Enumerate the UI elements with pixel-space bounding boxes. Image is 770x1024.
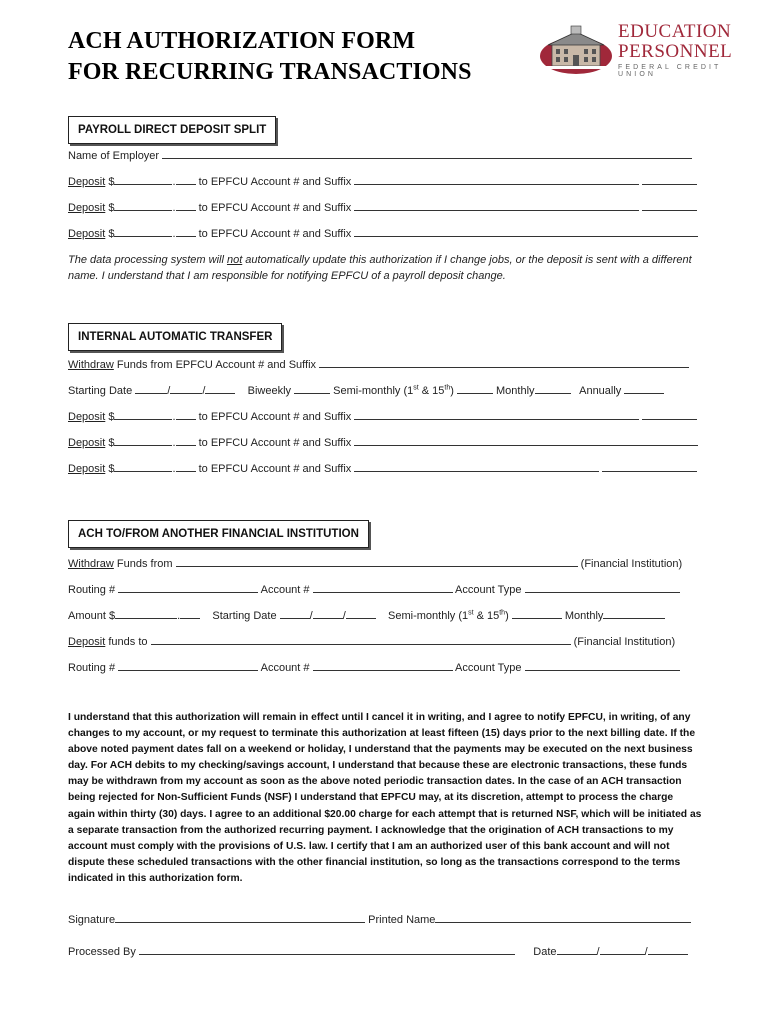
withdraw-label: Withdraw <box>68 558 114 570</box>
account-type-field[interactable] <box>525 660 680 671</box>
title-line-1: ACH AUTHORIZATION FORM <box>68 28 416 54</box>
payroll-note-part-2: automatically update this authorization if I change jobs, or the deposit is sent with a different name. I understand that I am responsible for notifying EPFCU of a payroll deposit change. <box>68 254 692 282</box>
frequency-row <box>68 383 664 397</box>
funds-from-label: Funds from <box>116 558 173 570</box>
routing-field[interactable] <box>118 660 258 671</box>
credit-union-logo <box>538 22 748 78</box>
semimonthly-label: Semi-monthly (1st & 15th) <box>333 384 454 397</box>
payroll-note <box>68 252 698 284</box>
date-slash: / <box>202 385 206 397</box>
external-routing-row-2 <box>68 660 680 674</box>
account-label: Account # <box>260 584 310 596</box>
account-field[interactable] <box>354 409 639 420</box>
decimal-point: . <box>172 202 176 214</box>
deposit-label: Deposit <box>68 228 106 240</box>
dollar-sign: $ <box>108 228 115 240</box>
start-month-field[interactable] <box>135 383 167 394</box>
date-slash: / <box>342 610 346 622</box>
form-title <box>68 26 472 88</box>
monthly-label: Monthly <box>564 610 604 622</box>
deposit-label: Deposit <box>68 636 106 648</box>
logo-line-2: PERSONNEL <box>618 41 733 62</box>
payroll-deposit-row-3 <box>68 226 698 240</box>
date-slash: / <box>596 946 600 958</box>
to-account-label: to EPFCU Account # and Suffix <box>198 411 352 423</box>
external-withdraw-row <box>68 556 682 570</box>
date-slash: / <box>644 946 648 958</box>
logo-wordmark <box>618 22 748 78</box>
building-logo-icon <box>538 22 614 78</box>
account-label: Account # <box>260 662 310 674</box>
logo-line-1: EDUCATION <box>618 21 732 42</box>
account-type-label: Account Type <box>455 584 522 596</box>
account-number-field[interactable] <box>313 660 453 671</box>
account-field[interactable] <box>354 200 639 211</box>
date-label: Date <box>533 946 557 958</box>
routing-label: Routing # <box>68 584 116 596</box>
amount-dollars-field[interactable] <box>114 200 172 211</box>
employer-field[interactable] <box>162 148 692 159</box>
decimal-point: . <box>172 228 176 240</box>
external-amount-row <box>68 608 665 622</box>
account-field[interactable] <box>354 226 698 237</box>
account-type-field[interactable] <box>525 582 680 593</box>
routing-label: Routing # <box>68 662 116 674</box>
amount-dollars-field[interactable] <box>114 435 172 446</box>
to-account-label: to EPFCU Account # and Suffix <box>198 176 352 188</box>
payroll-note-part-1: The data processing system will <box>68 254 227 266</box>
signature-label: Signature <box>68 914 116 926</box>
employer-row <box>68 148 692 162</box>
internal-deposit-row-1 <box>68 409 697 423</box>
to-account-label: to EPFCU Account # and Suffix <box>198 202 352 214</box>
printed-name-field[interactable] <box>435 912 691 923</box>
date-day-field[interactable] <box>600 944 645 955</box>
deposit-label: Deposit <box>68 176 106 188</box>
amount-label: Amount $ <box>68 610 116 622</box>
amount-dollars-field[interactable] <box>114 226 172 237</box>
monthly-field[interactable] <box>603 608 665 619</box>
amount-cents-field[interactable] <box>176 174 196 185</box>
external-deposit-row <box>68 634 675 648</box>
employer-label: Name of Employer <box>68 150 160 162</box>
biweekly-label: Biweekly <box>247 385 292 397</box>
payroll-note-not: not <box>226 254 243 266</box>
internal-withdraw-row <box>68 357 689 371</box>
authorization-terms: I understand that this authorization will remain in effect until I cancel it in writing, and I agree to notify EPFCU, in writing, of any changes to my account, or my request to terminate this authorization at least fifteen (15) days prior to the next billing date. If the above noted payment dates fall on a weekend or holiday, I understand that the payments may be executed on the next business day. For ACH debits to my checking/savings account, I understand that because these are electronic transactions, these funds may be withdrawn from my account as soon as the above noted periodic transaction dates. In the case of an ACH transaction being rejected for Non-Sufficient Funds (NSF) I understand that EPFCU may, at its discretion, attempt to process the charge again within thirty (30) days. I agree to an additional $20.00 charge for each attempt that is returned NSF, which will be initiated as a separate transaction from the authorized recurring payment. I acknowledge that the origination of ACH transactions to my account must comply with the provisions of U.S. law. I certify that I am an authorized user of this bank account and will not dispute these scheduled transactions with the other financial institution, so long as the transactions correspond to the terms indicated in this authorization form. <box>68 712 702 884</box>
starting-date-label: Starting Date <box>68 385 133 397</box>
date-slash: / <box>309 610 313 622</box>
processed-by-label: Processed By <box>68 946 136 958</box>
internal-deposit-row-3 <box>68 461 697 475</box>
amount-cents-field[interactable] <box>176 461 196 472</box>
section-heading-payroll: PAYROLL DIRECT DEPOSIT SPLIT <box>68 116 276 144</box>
decimal-point: . <box>172 463 176 475</box>
amount-cents-field[interactable] <box>180 608 200 619</box>
amount-cents-field[interactable] <box>176 226 196 237</box>
start-year-field[interactable] <box>205 383 235 394</box>
start-day-field[interactable] <box>170 383 202 394</box>
suffix-field[interactable] <box>642 200 697 211</box>
withdraw-account-field[interactable] <box>319 357 689 368</box>
suffix-field[interactable] <box>642 174 697 185</box>
amount-cents-field[interactable] <box>176 200 196 211</box>
payroll-deposit-row-1 <box>68 174 697 188</box>
deposit-label: Deposit <box>68 463 106 475</box>
withdraw-label: Withdraw <box>68 359 114 371</box>
dollar-sign: $ <box>108 437 115 449</box>
amount-dollars-field[interactable] <box>115 608 177 619</box>
date-slash: / <box>167 385 171 397</box>
deposit-label: Deposit <box>68 202 106 214</box>
date-month-field[interactable] <box>557 944 597 955</box>
account-type-label: Account Type <box>455 662 522 674</box>
amount-dollars-field[interactable] <box>114 461 172 472</box>
date-year-field[interactable] <box>648 944 688 955</box>
dollar-sign: $ <box>108 463 115 475</box>
biweekly-field[interactable] <box>294 383 330 394</box>
section-heading-internal: INTERNAL AUTOMATIC TRANSFER <box>68 323 282 351</box>
processed-row <box>68 944 688 958</box>
dollar-sign: $ <box>108 411 115 423</box>
withdraw-from-label: Funds from EPFCU Account # and Suffix <box>116 359 317 371</box>
semimonthly-field[interactable] <box>457 383 493 394</box>
deposit-label: Deposit <box>68 411 106 423</box>
dollar-sign: $ <box>108 176 115 188</box>
annually-label: Annually <box>579 385 622 397</box>
processed-by-field[interactable] <box>139 944 515 955</box>
financial-institution-label: (Financial Institution) <box>573 636 676 648</box>
to-account-label: to EPFCU Account # and Suffix <box>198 463 352 475</box>
title-line-2: FOR RECURRING TRANSACTIONS <box>68 59 472 85</box>
routing-field[interactable] <box>118 582 258 593</box>
account-field[interactable] <box>354 174 639 185</box>
decimal-point: . <box>172 411 176 423</box>
amount-dollars-field[interactable] <box>114 174 172 185</box>
financial-institution-label: (Financial Institution) <box>580 558 683 570</box>
monthly-label: Monthly <box>496 385 535 397</box>
decimal-point: . <box>177 610 181 622</box>
start-day-field[interactable] <box>313 608 343 619</box>
dollar-sign: $ <box>108 202 115 214</box>
signature-row <box>68 912 691 926</box>
amount-cents-field[interactable] <box>176 409 196 420</box>
deposit-institution-field[interactable] <box>151 634 571 645</box>
withdraw-institution-field[interactable] <box>176 556 578 567</box>
deposit-label: Deposit <box>68 437 106 449</box>
section-heading-external: ACH TO/FROM ANOTHER FINANCIAL INSTITUTION <box>68 520 369 548</box>
suffix-field[interactable] <box>642 409 697 420</box>
annually-field[interactable] <box>624 383 664 394</box>
account-field[interactable] <box>354 461 599 472</box>
logo-line-3: FEDERAL CREDIT UNION <box>618 64 722 78</box>
external-routing-row-1 <box>68 582 680 596</box>
account-field[interactable] <box>354 435 698 446</box>
printed-name-label: Printed Name <box>368 914 436 926</box>
start-year-field[interactable] <box>346 608 376 619</box>
account-number-field[interactable] <box>313 582 453 593</box>
amount-cents-field[interactable] <box>176 435 196 446</box>
monthly-field[interactable] <box>535 383 571 394</box>
semimonthly-field[interactable] <box>512 608 562 619</box>
internal-deposit-row-2 <box>68 435 698 449</box>
amount-dollars-field[interactable] <box>114 409 172 420</box>
suffix-field[interactable] <box>602 461 697 472</box>
start-month-field[interactable] <box>280 608 310 619</box>
decimal-point: . <box>172 176 176 188</box>
signature-field[interactable] <box>115 912 365 923</box>
to-account-label: to EPFCU Account # and Suffix <box>198 228 352 240</box>
payroll-deposit-row-2 <box>68 200 697 214</box>
decimal-point: . <box>172 437 176 449</box>
funds-to-label: funds to <box>108 636 148 648</box>
starting-date-label: Starting Date <box>212 610 277 622</box>
to-account-label: to EPFCU Account # and Suffix <box>198 437 352 449</box>
semimonthly-label: Semi-monthly (1st & 15th) <box>388 609 509 622</box>
